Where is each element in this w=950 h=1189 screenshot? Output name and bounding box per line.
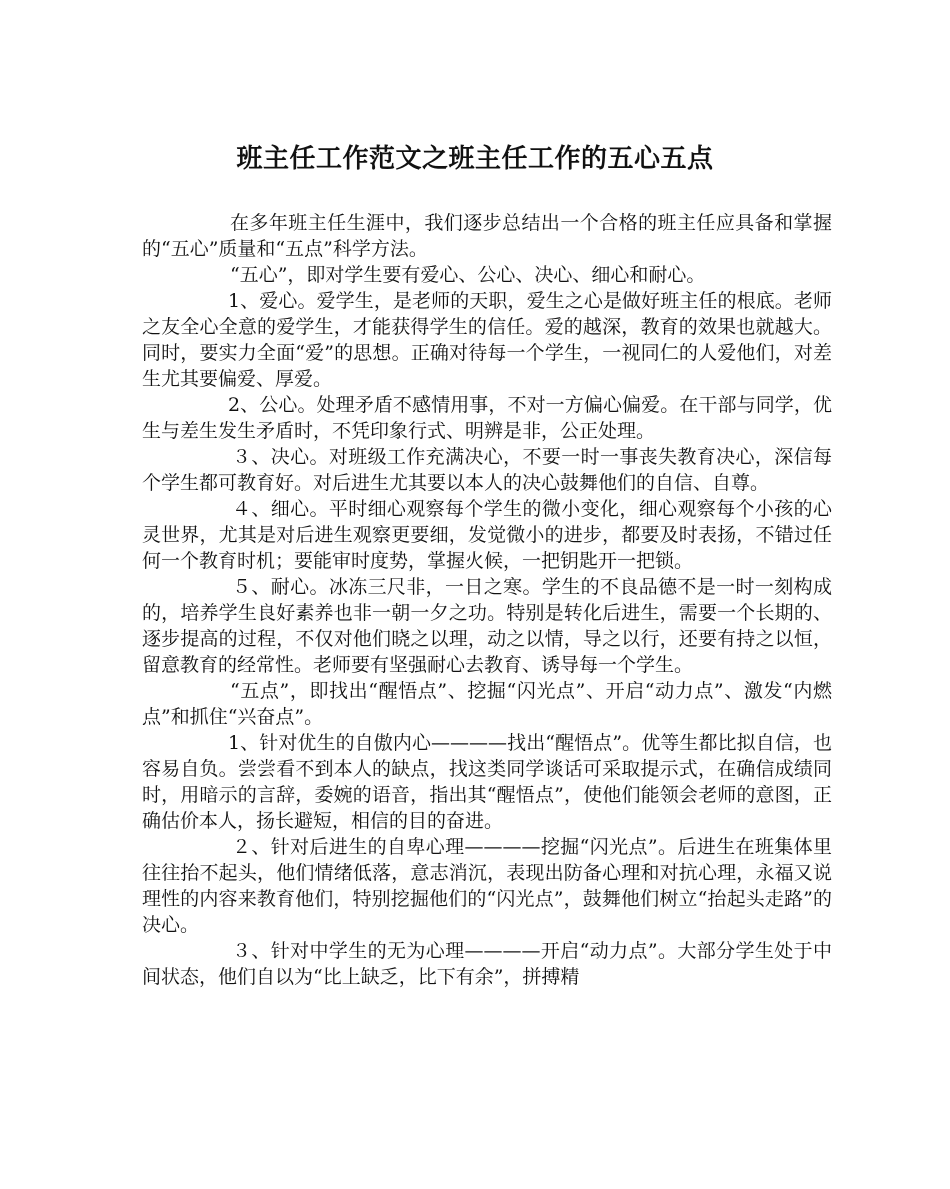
paragraph-care: ４、细心。平时细心观察每个学生的微小变化，细心观察每个小孩的心灵世界，尤其是对后进生观察更要细，发觉微小的进步，都要及时表扬，不错过任何一个教育时机；要能审时度势，掌握火候，一把钥匙开一把锁。 [142,498,832,572]
paragraph-patience: ５、耐心。冰冻三尺非，一日之寒。学生的不良品德不是一时一刻构成的，培养学生良好素养也非一朝一夕之功。特别是转化后进生，需要一个长期的、逐步提高的过程，不仅对他们晓之以理，动之以情，导之以行，还要有持之以恒，留意教育的经常性。老师要有坚强耐心去教育、诱导每一个学生。 [142,576,832,676]
paragraph-determination: ３、决心。对班级工作充满决心，不要一时一事丧失教育决心，深信每个学生都可教育好。对后进生尤其要以本人的决心鼓舞他们的自信、自尊。 [142,446,832,494]
paragraph-awakening-point: 1、针对优生的自傲内心————找出“醒悟点”。优等生都比拟自信，也容易自负。尝尝看不到本人的缺点，找这类同学谈话可采取提示式，在确信成绩同时，用暗示的言辞，委婉的语音，指出其“醒悟点”，使他们能领会老师的意图，正确估价本人，扬长避短，相信的目的奋进。 [142,732,832,832]
paragraph-fairness: 2、公心。处理矛盾不感情用事，不对一方偏心偏爱。在干部与同学，优生与差生发生矛盾时，不凭印象行式、明辨是非，公正处理。 [142,394,832,442]
paragraph-shining-point: ２、针对后进生的自卑心理————挖掘“闪光点”。后进生在班集体里往往抬不起头，他们情绪低落，意志消沉，表现出防备心理和对抗心理，永福又说理性的内容来教育他们，特别挖掘他们的“闪光点”，鼓舞他们树立“抬起头走路”的决心。 [142,836,832,936]
paragraph-motivation-point: ３、针对中学生的无为心理————开启“动力点”。大部分学生处于中间状态，他们自以为“比上缺乏，比下有余”，拼搏精 [142,940,832,988]
paragraph-love: 1、爱心。爱学生，是老师的天职，爱生之心是做好班主任的根底。老师之友全心全意的爱学生，才能获得学生的信任。爱的越深，教育的效果也就越大。同时，要实力全面“爱”的思想。正确对待每一个学生，一视同仁的人爱他们，对差生尤其要偏爱、厚爱。 [142,290,832,390]
paragraph-five-points-definition: “五点”，即找出“醒悟点”、挖掘“闪光点”、开启“动力点”、激发“内燃点”和抓住“兴奋点”。 [142,680,832,728]
document-title: 班主任工作范文之班主任工作的五心五点 [236,144,714,174]
paragraph-five-hearts-definition: “五心”，即对学生要有爱心、公心、决心、细心和耐心。 [230,264,706,286]
document-body [142,210,832,990]
paragraph-intro: 在多年班主任生涯中，我们逐步总结出一个合格的班主任应具备和掌握的“五心”质量和“五点”科学方法。 [142,212,832,260]
